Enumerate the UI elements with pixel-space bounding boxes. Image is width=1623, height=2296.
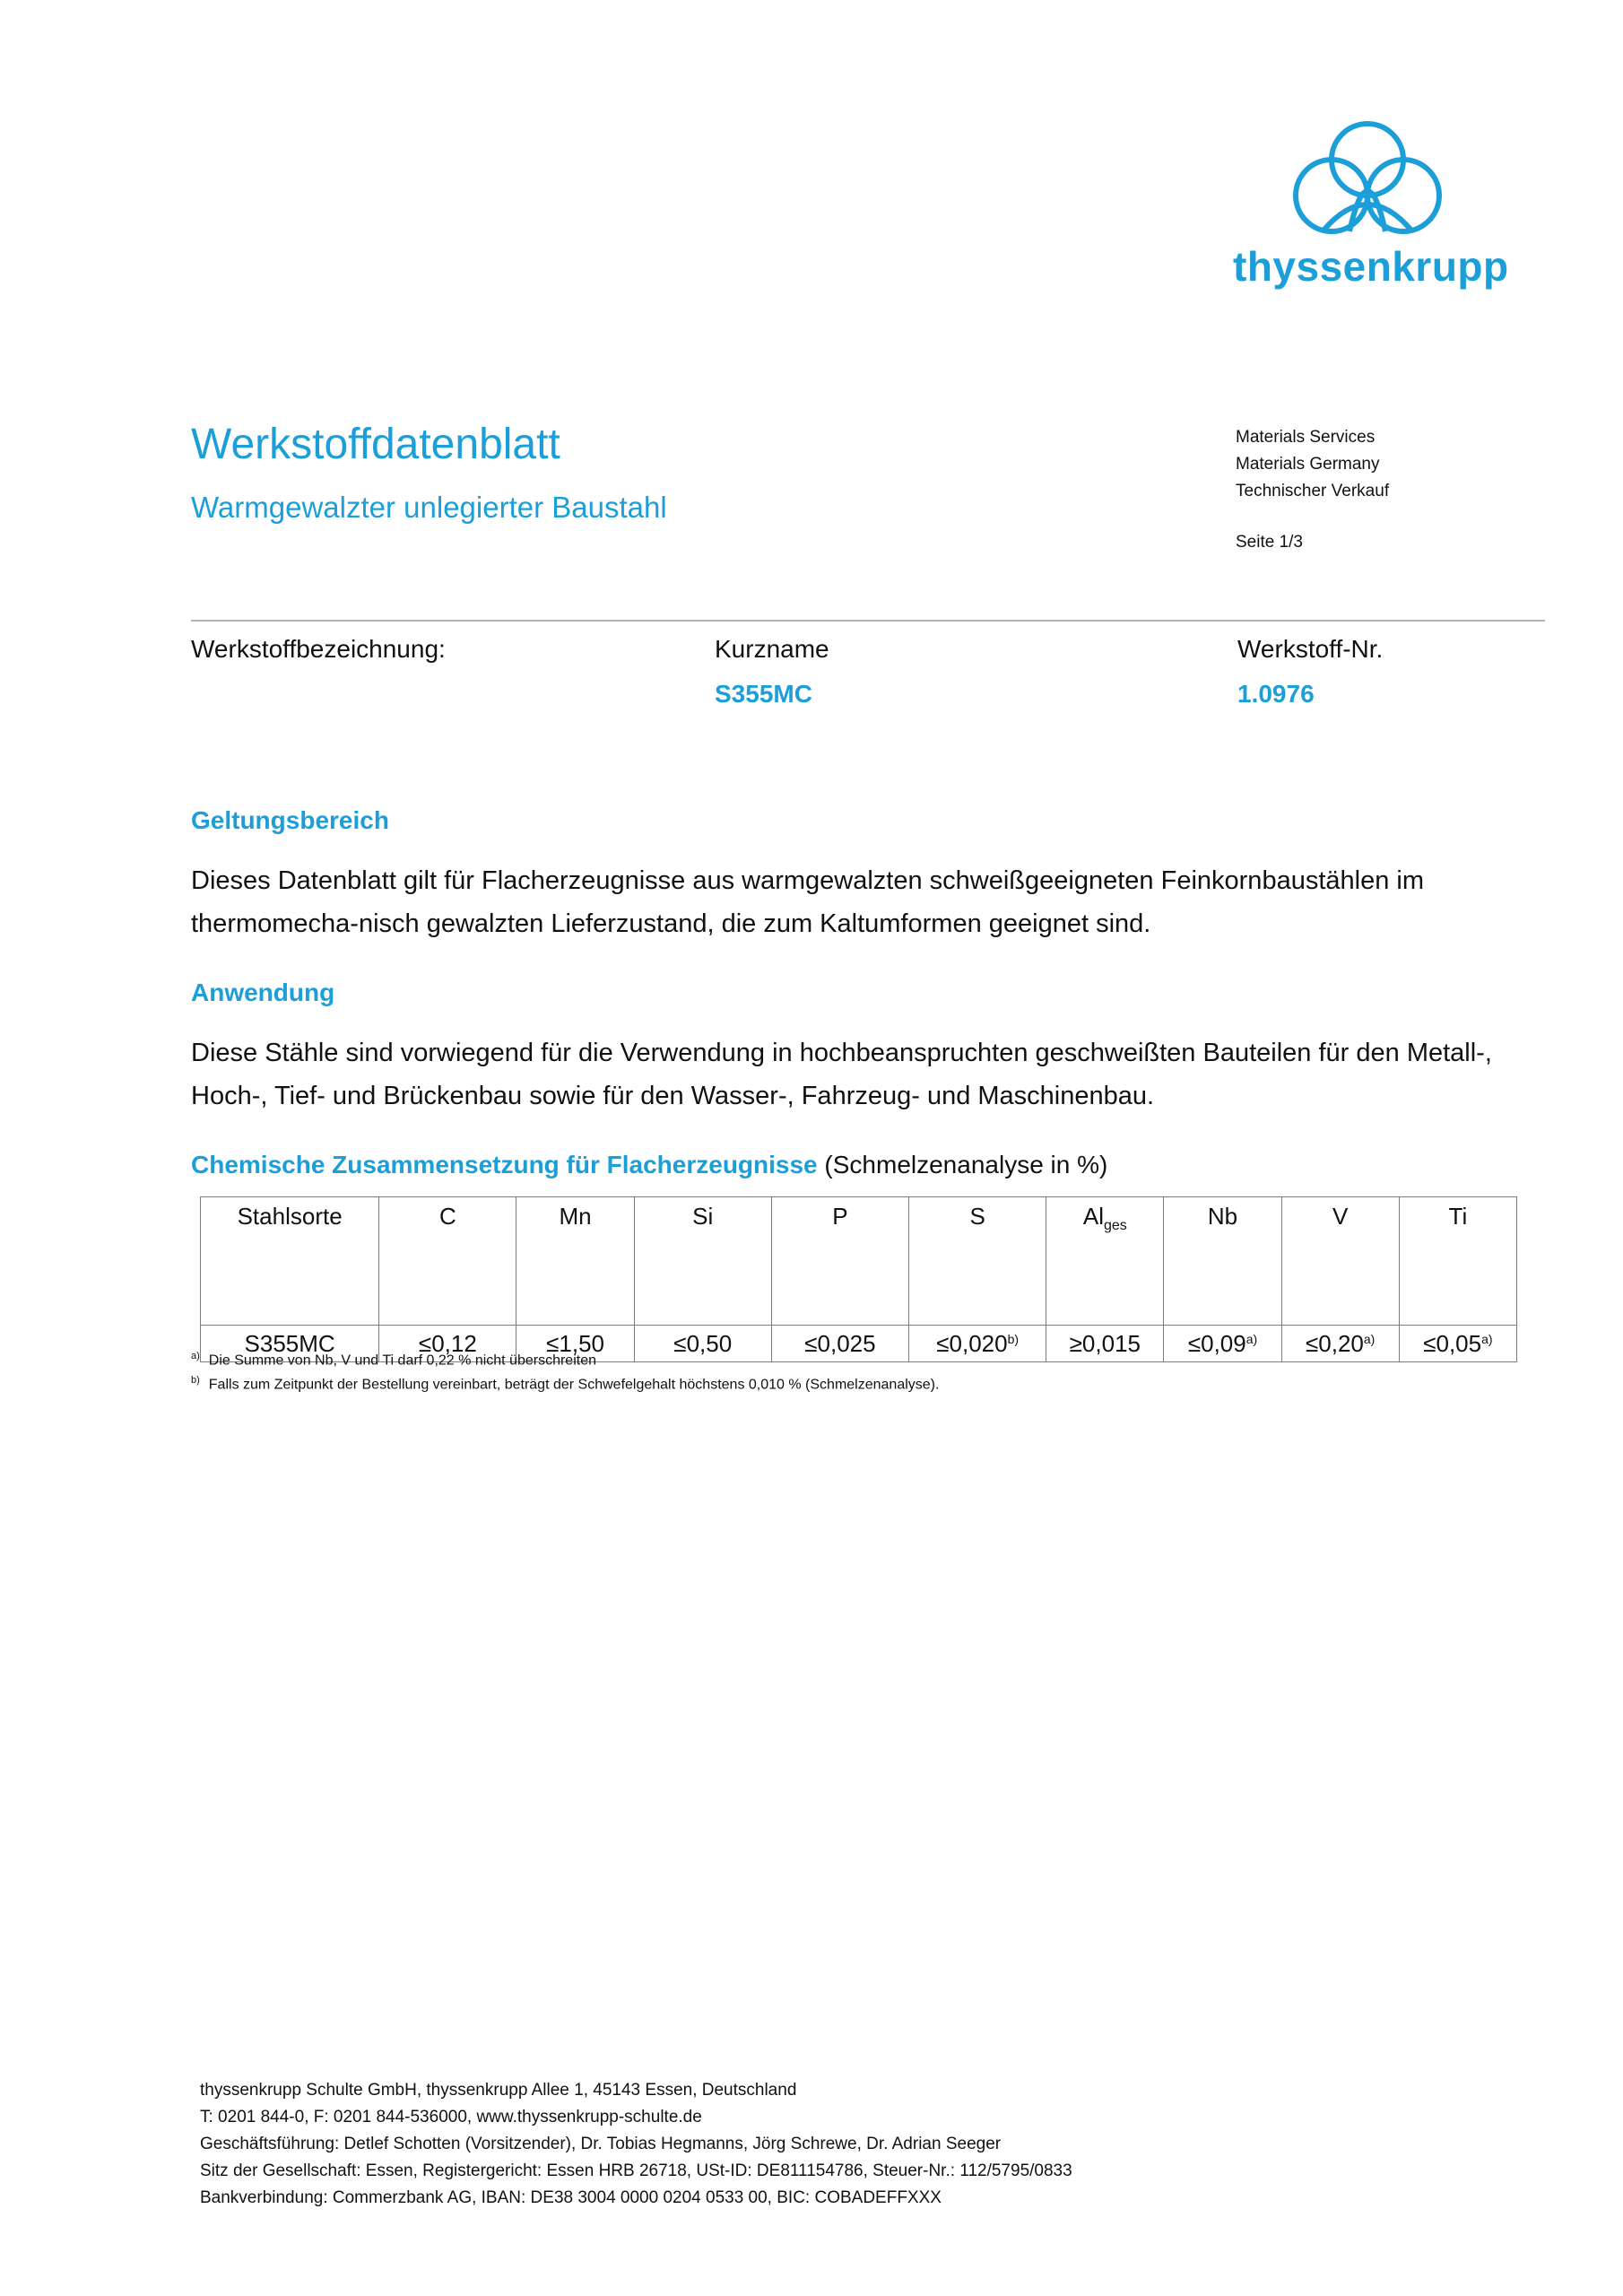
column-header: P [771,1197,908,1326]
material-number-label: Werkstoff-Nr. [1237,635,1384,663]
cell-value: ≤0,09 [1187,1329,1246,1357]
cell-value: ≤0,12 [418,1329,477,1357]
column-header: V [1281,1197,1399,1326]
designation-label: Werkstoffbezeichnung: [191,635,446,663]
footnote [191,1375,939,1393]
column-header: Mn [516,1197,634,1326]
column-header-subscript: ges [1104,1218,1127,1234]
table-cell [1046,1326,1164,1362]
short-name-label: Kurzname [715,635,829,663]
column-header: Si [634,1197,771,1326]
logo-wordmark: thyssenkrupp [1233,243,1509,290]
column-header: Nb [1164,1197,1281,1326]
footer-line: Bankverbindung: Commerzbank AG, IBAN: DE38 3004 0000 0204 0533 00, BIC: COBADEFFXXX [200,2188,942,2207]
footnote-text: Die Summe von Nb, V und Ti darf 0,22 % nicht überschreiten [208,1352,596,1369]
cell-value: ≤0,20 [1306,1329,1364,1357]
chemistry-heading: Chemische Zusammensetzung für Flacherzeugnisse [191,1151,818,1178]
thyssenkrupp-emblem-icon [1287,115,1448,240]
table-cell [634,1326,771,1362]
footnote [191,1351,596,1369]
footnote-ref: a) [1245,1331,1258,1346]
department-line: Technischer Verkauf [1236,482,1390,500]
cell-value: ≥0,015 [1069,1329,1141,1357]
department-block [1236,424,1389,505]
cell-value: ≤0,50 [673,1329,733,1357]
footnote-text: Falls zum Zeitpunkt der Bestellung vereinbart, beträgt der Schwefelgehalt höchstens 0,010 % (Schmelzenanalyse). [208,1377,940,1393]
footnote-ref: a) [1481,1331,1493,1346]
material-number-value: 1.0976 [1237,680,1315,708]
column-header: Ti [1399,1197,1516,1326]
scope-text: Dieses Datenblatt gilt für Flacherzeugnisse aus warmgewalzten schweißgeeigneten Feinkornbaustählen im thermomecha-nisch gewalzten Lieferzustand, die zum Kaltumformen geeignet sind. [191,866,1424,938]
footnote-mark: b) [191,1375,200,1386]
department-line: Materials Services [1236,428,1376,447]
table-cell [1164,1326,1281,1362]
column-header-al [1046,1197,1164,1326]
table-cell [1399,1326,1516,1362]
cell-value: ≤0,020 [936,1329,1008,1357]
cell-value: ≤1,50 [546,1329,604,1357]
application-text: Diese Stähle sind vorwiegend für die Verwendung in hochbeanspruchten geschweißten Bauteilen für den Metall-, Hoch-, Tief- und Brückenbau sowie für den Wasser-, Fahrzeug- und Maschinenbau. [191,1039,1492,1110]
footer-line: Geschäftsführung: Detlef Schotten (Vorsitzender), Dr. Tobias Hegmanns, Jörg Schrewe, Dr. Adrian Seeger [200,2135,1002,2153]
cell-value: ≤0,025 [804,1329,876,1357]
department-line: Materials Germany [1236,455,1380,474]
short-name-value: S355MC [715,680,812,708]
scope-heading: Geltungsbereich [191,806,389,834]
company-logo [1233,115,1509,303]
grade-cell: S355MC [201,1326,379,1362]
chemistry-table [200,1196,1517,1362]
column-header: C [379,1197,516,1326]
column-header: Stahlsorte [201,1197,379,1326]
table-cell [1281,1326,1399,1362]
cell-value: ≤0,05 [1423,1329,1482,1357]
page-subtitle: Warmgewalzter unlegierter Baustahl [191,491,667,524]
footnote-ref: a) [1363,1331,1376,1346]
table-cell [771,1326,908,1362]
column-header: Al [1082,1203,1104,1230]
company-footer [200,2077,1072,2212]
page-number: Seite 1/3 [1236,533,1303,552]
footer-line: thyssenkrupp Schulte GmbH, thyssenkrupp Allee 1, 45143 Essen, Deutschland [200,2081,797,2100]
table-header-row [201,1197,1517,1326]
page-title: Werkstoffdatenblatt [191,421,560,468]
footnote-mark: a) [191,1351,200,1361]
table-cell [909,1326,1046,1362]
column-header: S [909,1197,1046,1326]
footer-line: T: 0201 844-0, F: 0201 844-536000, www.thyssenkrupp-schulte.de [200,2108,702,2126]
footer-line: Sitz der Gesellschaft: Essen, Registergericht: Essen HRB 26718, USt-ID: DE811154786, Steuer-Nr.: 112/5795/0833 [200,2161,1072,2180]
application-heading: Anwendung [191,978,335,1006]
footnote-ref: b) [1007,1331,1020,1346]
chemistry-heading-line [191,1151,1107,1179]
chemistry-heading-note: (Schmelzenanalyse in %) [824,1151,1108,1178]
header-divider [191,620,1545,622]
